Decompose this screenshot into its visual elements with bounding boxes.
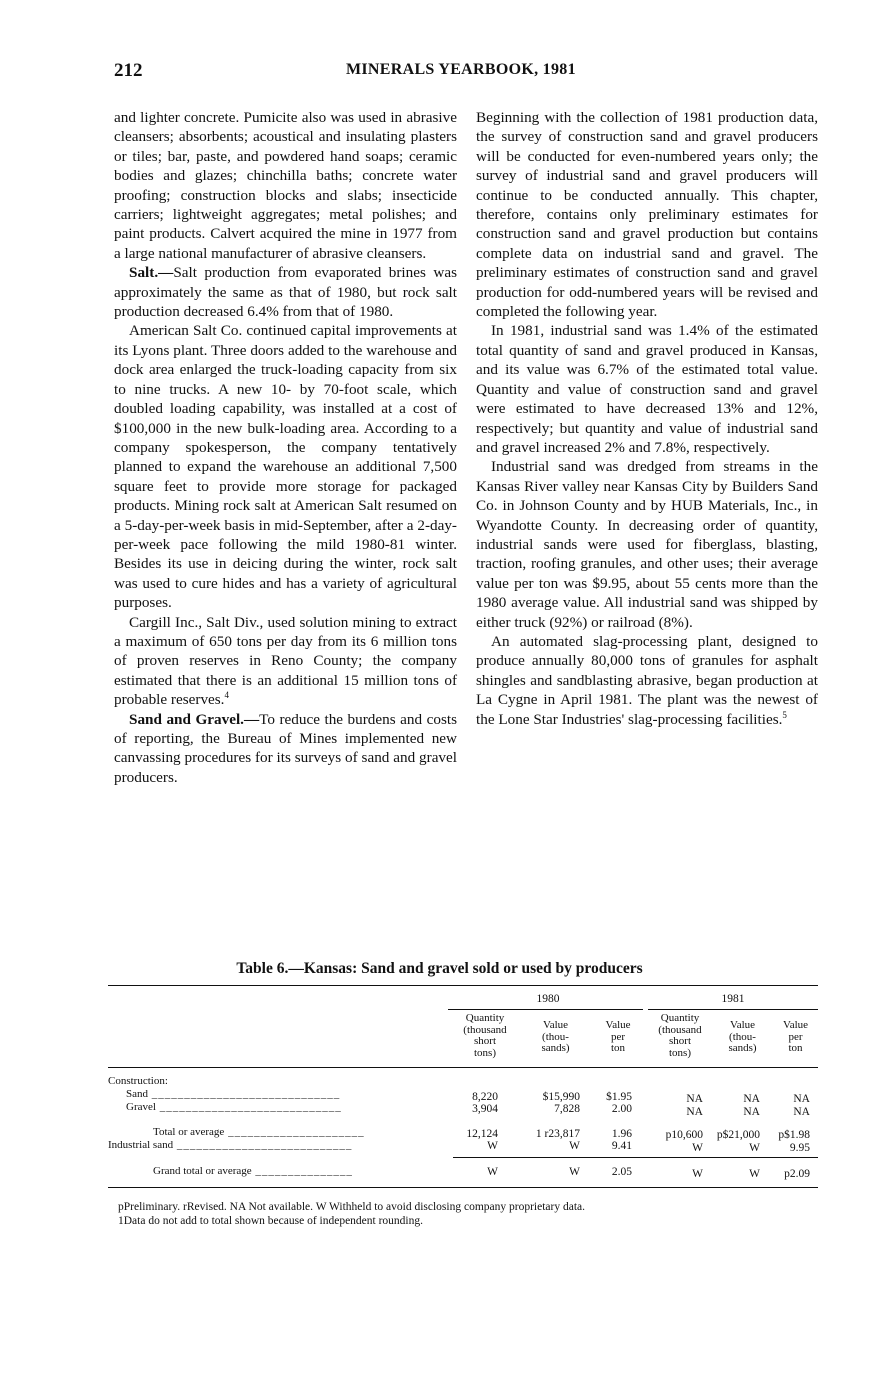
cell: p2.09 <box>784 1168 810 1180</box>
left-column <box>114 108 457 787</box>
paragraph-cargill <box>114 613 457 710</box>
table-row-label-industrial: Industrial sand ___________________________ <box>108 1139 353 1151</box>
cell: W <box>692 1142 703 1154</box>
cell: 8,220 <box>472 1091 498 1103</box>
cell: NA <box>793 1093 810 1105</box>
cell: 12,124 <box>466 1128 498 1140</box>
cell: W <box>487 1140 498 1152</box>
header-bottom-rule <box>108 1067 818 1068</box>
col-value-per-1980: Value per ton <box>605 1019 631 1054</box>
table-row-label-sand: Sand _____________________________ <box>126 1088 341 1100</box>
footnote-line: 1Data do not add to total shown because of independent rounding. <box>118 1214 423 1227</box>
page-number: 212 <box>114 60 143 81</box>
cell: 2.00 <box>611 1103 632 1115</box>
col-value-1980: Value (thou- sands) <box>541 1019 570 1054</box>
cell: $15,990 <box>542 1091 580 1103</box>
paragraph: American Salt Co. continued capital improvements at its Lyons plant. Three doors added to the warehouse and dock area enlarged the truck-loading capacity from six to nine trucks. A new 10- by 70-foot scale, which doubled loading capability, was installed at a cost of $100,000 in the new bulk-loading area. According to a company spokesperson, the company tentatively planned to expand the warehouse an additional 7,500 square feet to provide more storage for packaged products. Mining rock salt at American Salt resumed on a 5-day-per-week basis in mid-September, after a 2-day-per-week pace following the mild 1980-81 winter. Besides its use in deicing during the winter, rock salt was used to cure hides and has a variety of agricultural purposes. <box>114 322 457 612</box>
cell: 3,904 <box>472 1103 498 1115</box>
year-header-1981: 1981 <box>721 993 745 1005</box>
year-underline-1980 <box>448 1009 643 1010</box>
section-heading-sand-gravel: Sand and Gravel.— <box>129 710 260 728</box>
paragraph: In 1981, industrial sand was 1.4% of the estimated total quantity of sand and gravel produced in Kansas, and its value was 6.7% of the estimated total value. Quantity and value of construction sand and gravel were estimated to have decreased 13% and 12%, respectively; but quantity and value of industrial sand and gravel increased 2% and 7.8%, respectively. <box>476 322 818 456</box>
cell: NA <box>793 1106 810 1118</box>
paragraph: and lighter concrete. Pumicite also was used in abrasive cleansers; absorbents; acoustical and insulating plasters or tiles; bar, paste, and powdered hand soaps; ceramic bodies and glazes; chinchilla baths; concrete water proofing; construction blocks and slabs; insecticide carriers; lightweight aggregates; metal polishes; and paint products. Calvert acquired the mine in 1977 from a large national manufacturer of abrasive cleansers. <box>114 109 457 262</box>
footnote-ref: 5 <box>782 709 787 720</box>
cell: p$21,000 <box>716 1129 760 1141</box>
col-quantity-1980: Quantity (thousand short tons) <box>463 1012 507 1059</box>
cell: NA <box>686 1106 703 1118</box>
total-rule <box>453 1157 818 1158</box>
running-head: MINERALS YEARBOOK, 1981 <box>346 61 576 78</box>
paragraph-text: An automated slag-processing plant, designed to produce annually 80,000 tons of granules for asphalt shingles and sandblasting abrasive, began production at La Cygne in April 1981. The plant was the newest of the Lone Star Industries' slag-processing facilities. <box>476 632 818 728</box>
footnote-ref: 4 <box>224 690 229 701</box>
table-footnotes <box>118 1201 818 1228</box>
cell: p$1.98 <box>778 1129 810 1141</box>
paragraph-salt <box>114 263 457 321</box>
paragraph: Beginning with the collection of 1981 production data, the survey of construction sand and gravel producers will be conducted for even-numbered years only; the survey of industrial sand and gravel producers will continue to be conducted annually. This chapter, therefore, contains only preliminary estimates for construction sand and gravel production but contains complete data on industrial sand and gravel. The preliminary estimates of construction sand and gravel production for odd-numbered years will be revised and completed the following year. <box>476 109 818 321</box>
right-column <box>476 108 818 729</box>
col-quantity-1981: Quantity (thousand short tons) <box>658 1012 702 1059</box>
cell: NA <box>743 1093 760 1105</box>
table-top-rule <box>108 985 818 986</box>
cell: NA <box>686 1093 703 1105</box>
section-label: Construction: <box>108 1075 168 1087</box>
cell: 7,828 <box>554 1103 580 1115</box>
footnote-line: pPreliminary. rRevised. NA Not available. W Withheld to avoid disclosing company proprietary data. <box>118 1201 585 1213</box>
col-value-1981: Value (thou- sands) <box>728 1019 757 1054</box>
cell: W <box>487 1166 498 1178</box>
paragraph-text: Salt production from evaporated brines was approximately the same as that of 1980, but rock salt production decreased 6.4% from that of 1980. <box>114 264 457 321</box>
table-row-label-gravel: Gravel ____________________________ <box>126 1101 342 1113</box>
paragraph-text: Cargill Inc., Salt Div., used solution mining to extract a maximum of 650 tons per day from its 6 million tons of proven reserves in Reno County; the company estimated that there is an additional 15 million tons of probable reserves. <box>114 613 457 709</box>
col-value-per-1981: Value per ton <box>782 1019 809 1054</box>
table-title: Table 6.—Kansas: Sand and gravel sold or used by producers <box>236 960 643 977</box>
cell: p10,600 <box>665 1129 703 1141</box>
cell: $1.95 <box>606 1091 632 1103</box>
cell: W <box>749 1168 760 1180</box>
year-header-1980: 1980 <box>536 993 560 1005</box>
cell: W <box>569 1140 580 1152</box>
paragraph: Industrial sand was dredged from streams in the Kansas River valley near Kansas City by Builders Sand Co. in Johnson County and by HUB Materials, Inc., in Wyandotte County. In decreasing order of quantity, industrial sands were used for fiberglass, blasting, traction, roofing granules, and other uses; their average value per ton was $9.95, about 55 cents more than the 1980 average value. All industrial sand was shipped by either truck (92%) or railroad (8%). <box>476 458 818 631</box>
paragraph-slag <box>476 632 818 729</box>
table-row-label-grand-total: Grand total or average _______________ <box>153 1165 353 1177</box>
page-header <box>114 60 819 84</box>
cell: W <box>569 1166 580 1178</box>
table-row-label-total: Total or average _____________________ <box>153 1126 365 1138</box>
cell: 9.41 <box>611 1140 632 1152</box>
paragraph-text: To reduce the burdens and costs of reporting, the Bureau of Mines implemented new canvassing procedures for its surveys of sand and gravel producers. <box>114 710 457 786</box>
data-table <box>108 985 818 1190</box>
table-bottom-rule <box>108 1187 818 1188</box>
cell: 1.96 <box>611 1128 632 1140</box>
cell: 2.05 <box>611 1166 632 1178</box>
cell: 9.95 <box>789 1142 810 1154</box>
cell: W <box>749 1142 760 1154</box>
cell: W <box>692 1168 703 1180</box>
cell: NA <box>743 1106 760 1118</box>
paragraph-sand-gravel <box>114 710 457 788</box>
cell: 1 r23,817 <box>535 1128 580 1140</box>
section-heading-salt: Salt.— <box>129 264 174 282</box>
year-underline-1981 <box>648 1009 818 1010</box>
